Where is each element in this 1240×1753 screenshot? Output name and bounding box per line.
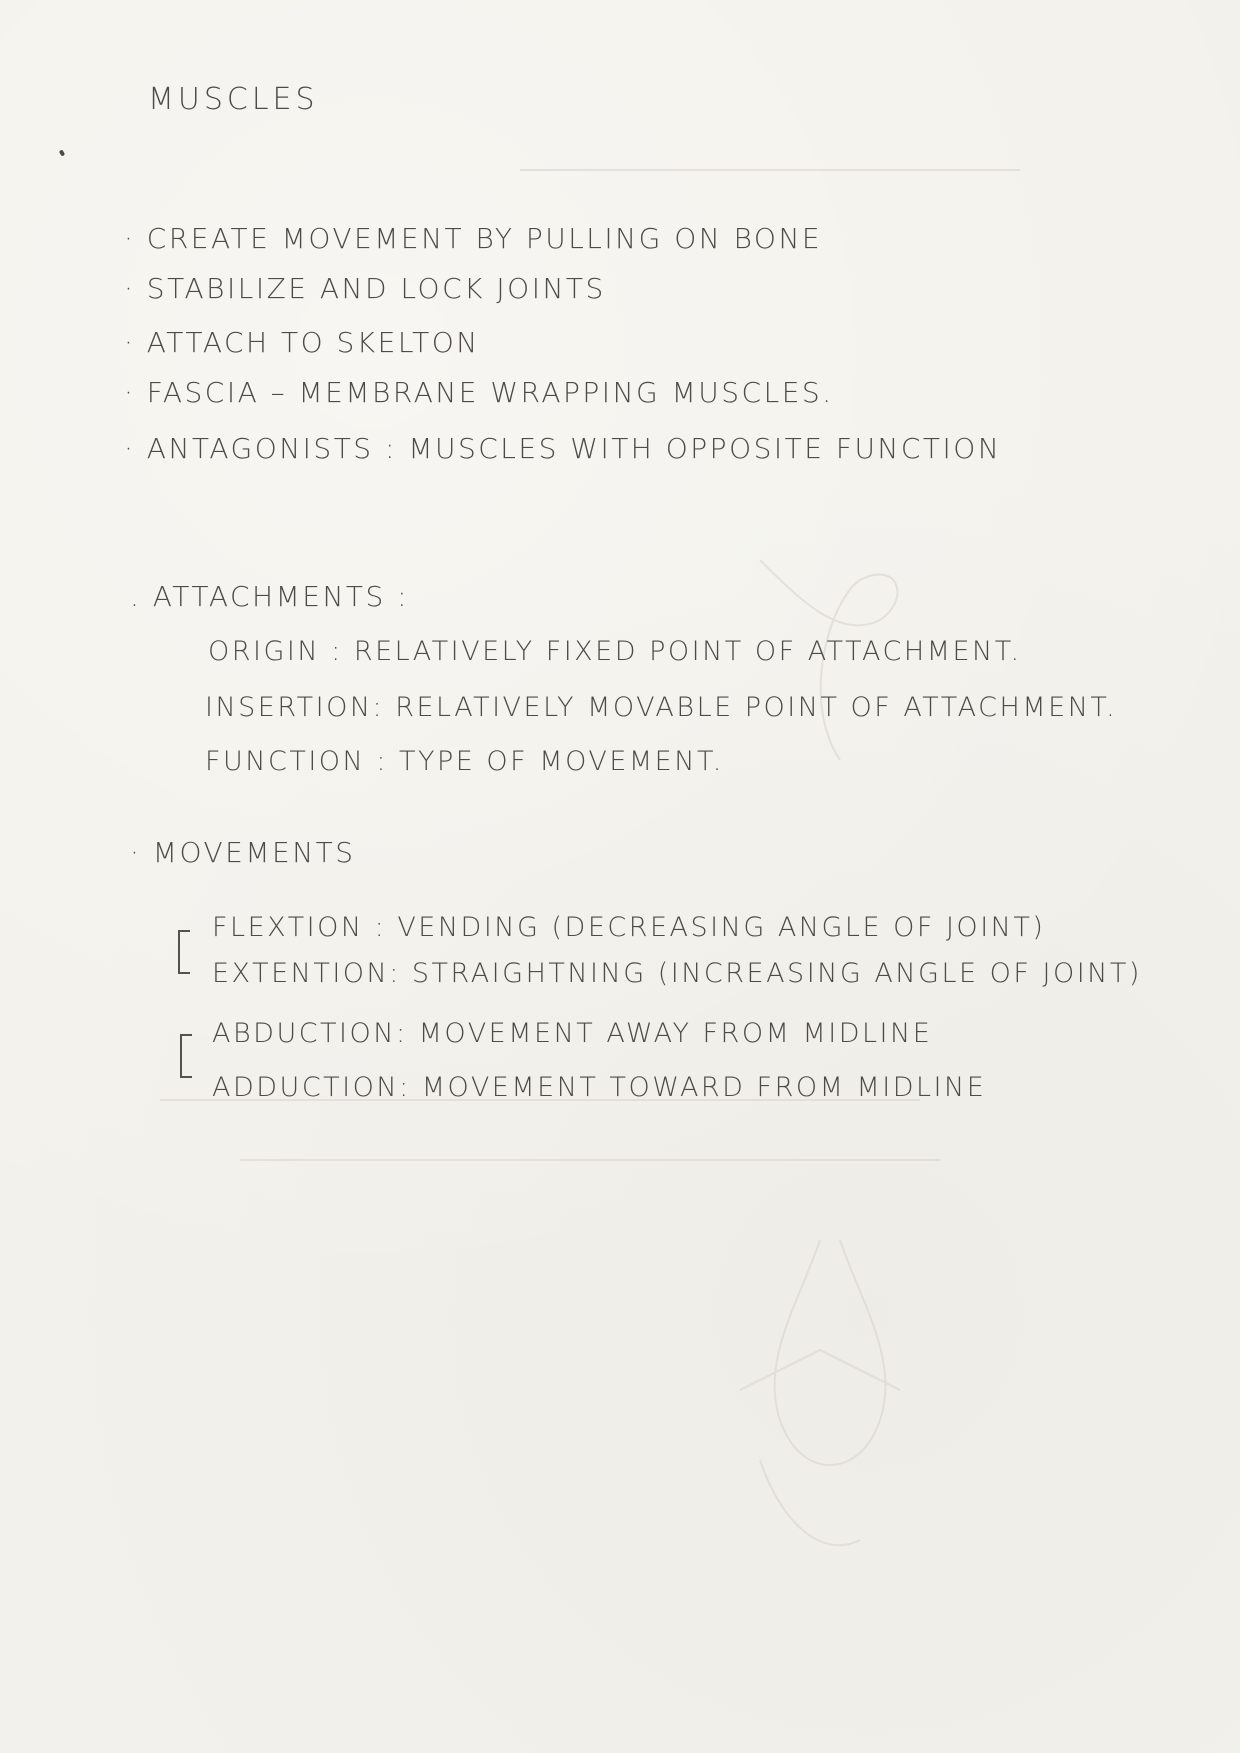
bracket-flexion-extension: [178, 930, 190, 974]
movement-flexion: FLEXTION : VENDING (DECREASING ANGLE OF JOINT): [212, 912, 1046, 943]
movements-heading: · MOVEMENTS: [130, 836, 356, 869]
bracket-abduction-adduction: [180, 1034, 192, 1078]
movement-adduction: ADDUCTION: MOVEMENT TOWARD FROM MIDLINE: [212, 1072, 987, 1103]
movement-abduction: ABDUCTION: MOVEMENT AWAY FROM MIDLINE: [212, 1018, 933, 1049]
bullet-item-antagonists: · ANTAGONISTS : MUSCLES WITH OPPOSITE FUNCTION: [124, 432, 1002, 465]
bullet-item-attach: · ATTACH TO SKELTON: [124, 326, 480, 359]
bullet-item-stabilize: · STABILIZE AND LOCK JOINTS: [124, 272, 606, 305]
movement-extension: EXTENTION: STRAIGHTNING (INCREASING ANGLE OF JOINT): [212, 958, 1142, 989]
bullet-item-fascia: · FASCIA – MEMBRANE WRAPPING MUSCLES.: [124, 376, 834, 409]
attachments-heading: . ATTACHMENTS :: [130, 580, 410, 613]
attachment-origin: ORIGIN : RELATIVELY FIXED POINT OF ATTACHMENT.: [208, 636, 1022, 667]
attachment-function: FUNCTION : TYPE OF MOVEMENT.: [205, 746, 724, 777]
page-title: MUSCLES: [148, 82, 319, 117]
attachment-insertion: INSERTION: RELATIVELY MOVABLE POINT OF ATTACHMENT.: [205, 692, 1118, 723]
bullet-item-create-movement: · CREATE MOVEMENT BY PULLING ON BONE: [124, 222, 823, 255]
